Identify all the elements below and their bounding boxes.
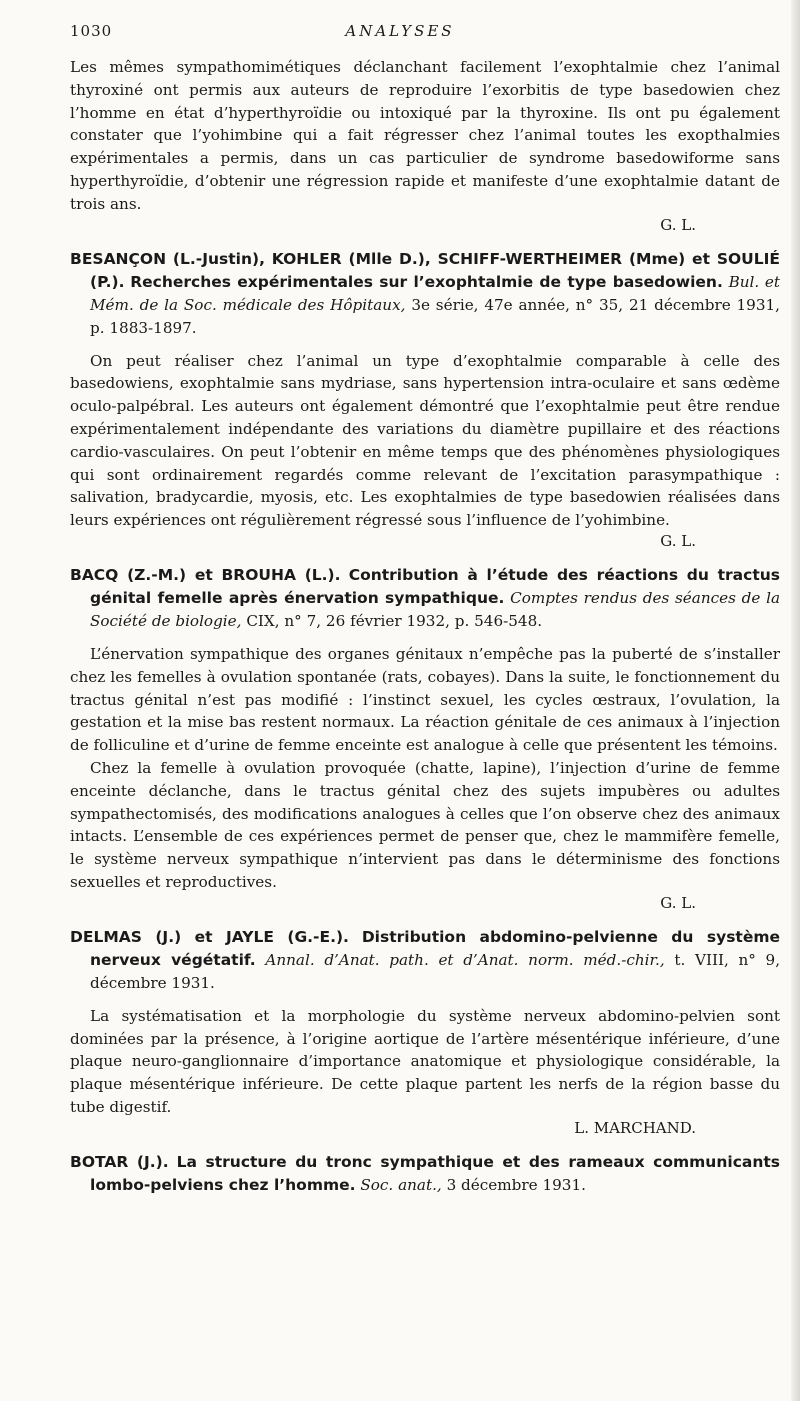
intro-paragraph: Les mêmes sympathomimétiques déclanchant facilement l’exophtalmie chez l’animal thyroxiné ont permis aux auteurs de reproduire l’exorbitis de type basedowien chez l’homme en état d’hyperthyroïdie ou intoxiqué par la thyroxine. Ils ont pu également constater que l’yohimbine qui a fait régresser chez l’animal toutes les exopthalmies expérimentales a permis, dans un cas particulier de syndrome basedowiforme sans hyperthyroïdie, d’obtenir une régression rapide et manifeste d’une exophtalmie datant de trois ans. (70, 58, 780, 213)
page-header (70, 22, 730, 46)
entry-journal: Comptes rendus des séances de la Société de biologie, (90, 588, 780, 630)
reviewer-signature: G. L. (660, 893, 696, 912)
abstract-paragraph: Chez la femelle à ovulation provoquée (chatte, lapine), l’injection d’urine de femme enceinte déclanche, dans le tractus génital chez des sujets impubères ou adultes sympathectomisés, des modifications analogues à celles que l’on observe chez des animaux intacts. L’ensemble de ces expériences permet de penser que, chez le mammifère femelle, le système nerveux sympathique n’intervient pas dans le déterminisme des fonctions sexuelles et reproductives. (70, 758, 780, 891)
scan-edge-shadow (791, 0, 800, 1401)
intro-signature: G. L. (660, 215, 696, 234)
entry-authors: DELMAS (J.) et JAYLE (G.-E.). (70, 927, 349, 946)
reviewer-signature: G. L. (660, 531, 696, 550)
entry-details: t. VIII, n° 9, décembre 1931. (90, 950, 781, 992)
entry-details: 3e série, 47e année, n° 35, 21 décembre 1931, p. 1883-1897. (90, 295, 780, 337)
page-body (70, 56, 780, 1207)
entry-authors: BACQ (Z.-M.) et BROUHA (L.). (70, 565, 341, 584)
abstract-paragraph: L’énervation sympathique des organes génitaux n’empêche pas la puberté de s’installer chez les femelles à ovulation spontanée (rats, cobayes). Dans la suite, le fonctionnement du tractus génital n’est pas modifié : l’instinct sexuel, les cycles œstraux, l’ovulation, la gestation et la mise bas restent normaux. La réaction génitale de ces animaux à l’injection de folliculine et d’urine de femme enceinte est analogue à celle que présentent les témoins. (70, 644, 780, 755)
entry-title: Recherches expérimentales sur l’exophtalmie de type basedowien. (130, 272, 723, 291)
bibliographic-reference (70, 248, 780, 340)
abstract-paragraph: On peut réaliser chez l’animal un type d’exophtalmie comparable à celle des basedowiens, exophtalmie sans mydriase, sans hypertension intra-oculaire et sans œdème oculo-palpébral. Les auteurs ont également démontré que l’exophtalmie peut être rendue expérimentalement indépendante des variations du diamètre pupillaire et des réactions cardio-vasculaires. On peut l’obtenir en même temps que des phénomènes physiologiques qui sont ordinairement regardés comme relevant de l’excitation parasympathique : salivation, bradycardie, myosis, etc. Les exophtalmies de type basedowien réalisées dans leurs expériences ont régulièrement régressé sous l’influence de l’yohimbine. (70, 351, 780, 530)
entry-title: La structure du tronc sympathique et des rameaux communicants lombo-pelviens chez l’homme. (90, 1152, 781, 1194)
entry-authors: BOTAR (J.). (70, 1152, 169, 1171)
abstract-paragraph: La systématisation et la morphologie du système nerveux abdomino-pelvien sont dominées par la présence, à l’origine aortique de l’artère mésentérique inférieure, d’une plaque neuro-ganglionnaire d’importance anatomique et physiologique considérable, la plaque mésentérique inférieure. De cette plaque partent les nerfs de la région basse du tube digestif. (70, 1006, 780, 1116)
entry-journal: Annal. d’Anat. path. et d’Anat. norm. méd.-chir., (265, 950, 665, 969)
review-list (70, 248, 780, 1197)
entry-title: Distribution abdomino-pelvienne du système nerveux végétatif. (90, 927, 781, 969)
review-entry (70, 926, 780, 1137)
page-number: 1030 (70, 22, 113, 40)
entry-details: CIX, n° 7, 26 février 1932, p. 546-548. (246, 611, 543, 630)
entry-journal: Soc. anat., (360, 1175, 442, 1194)
entry-details: 3 décembre 1931. (446, 1175, 586, 1194)
reviewer-signature: L. MARCHAND. (574, 1118, 696, 1137)
entry-journal: Bul. et Mém. de la Soc. médicale des Hôpitaux, (90, 272, 781, 314)
review-entry (70, 248, 780, 550)
bibliographic-reference (70, 1151, 780, 1197)
bibliographic-reference (70, 926, 780, 995)
running-title: ANALYSES (345, 22, 455, 40)
review-entry (70, 1151, 780, 1197)
bibliographic-reference (70, 564, 780, 633)
entry-title: Contribution à l’étude des réactions du tractus génital femelle après énervation sympathique. (90, 565, 780, 607)
entry-authors: BESANÇON (L.-Justin), KOHLER (Mlle D.), SCHIFF-WERTHEIMER (Mme) et SOULIÉ (P.). (70, 249, 780, 291)
review-entry (70, 564, 780, 912)
